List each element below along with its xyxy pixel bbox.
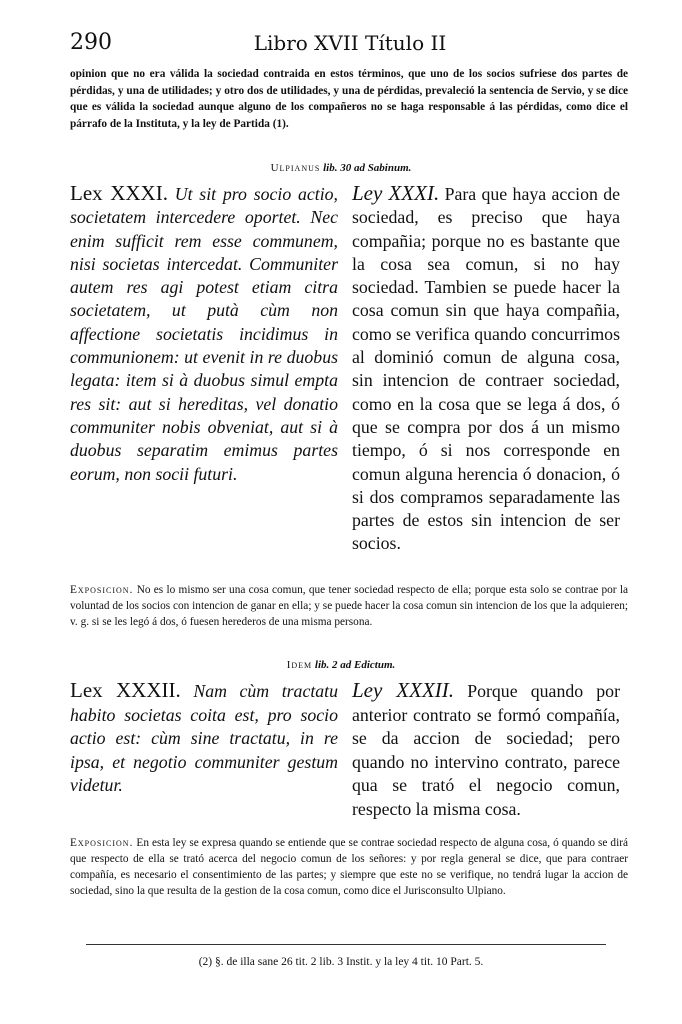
spanish-text-ley-31 bbox=[352, 182, 620, 556]
page-number: 290 bbox=[70, 30, 112, 55]
exposicion-2 bbox=[70, 835, 628, 899]
exposicion-label: Exposicion. bbox=[70, 584, 134, 596]
latin-text-lex-32 bbox=[70, 679, 338, 798]
lex-heading: Lex XXXII. bbox=[70, 678, 181, 702]
ley-heading: Ley XXXI. bbox=[352, 181, 440, 205]
latin-body: Nam cùm tractatu habito societas coita est, pro socio actio est: cùm sine tractatu, in re ipsa, et negotio communiter gestum videtur. bbox=[70, 681, 338, 795]
source-reference: lib. 2 ad Edictum. bbox=[314, 659, 396, 671]
latin-body: Ut sit pro socio actio, societatem intercedere oportet. Nec enim sufficit rem esse communem, nisi societas intercedat. Communiter autem res agi potest etiam citra societatem, ut putà cùm non affectione societatis incidimus in communionem: ut evenit in re duobus legata: item si à duobus simul empta res sit: aut si hereditas, vel donatio communiter nobis obveniat, aut si à duobus separatim emimus partes eorum, non socii futuri. bbox=[70, 184, 338, 484]
exposicion-body: En esta ley se expresa quando se entiende que se contrae sociedad respecto de alguna cosa, ó quando se dirá que respecto de ella se trató acerca del negocio comun de los señores: y por regla general se dice, que para contraer compañía, es necesario el consentimiento de las partes; y siempre que este no se verifique, no tendrá lugar la accion de sociedad, sino la que resulta de la gestion de la cosa comun, como dice el Jurisconsulto Ulpiano. bbox=[70, 837, 628, 897]
intro-paragraph: opinion que no era válida la sociedad contraida en estos términos, que uno de los socios sufriese dos partes de pérdidas, y una de utilidades; y otro dos de utilidades, y una de pérdidas, prevaleció la sentencia de Servio, y se dice que es válida la sociedad aunque alguno de los compañeros no se haga responsable á las pérdidas, como dice el párrafo de la Instituta, y la ley de Partida (1). bbox=[70, 68, 628, 130]
page-header bbox=[70, 30, 630, 60]
spanish-body: Porque quando por anterior contrato se formó compañía, se da accion de sociedad; pero quando no intervino contrato, parece qua se trató el negocio comun, respecto la misma cosa. bbox=[352, 681, 620, 819]
source-reference: lib. 30 ad Sabinum. bbox=[323, 162, 412, 174]
spanish-body: Para que haya accion de sociedad, es preciso que haya compañia; porque no es bastante que la cosa sea comun, si no hay sociedad. Tambien se puede hacer la cosa comun sin que haya compañia, como se verifica quando concurrimos al dominió comun de alguna cosa, sin intencion de contraer sociedad, como en la cosa que se lega á dos, ó que se compra por dos á un mismo tiempo, ó si nos corresponde en comun alguna herencia ó donacion, ó si dos compramos separadamente las partes de estos sin intencion de ser socios. bbox=[352, 184, 621, 554]
exposicion-1 bbox=[70, 582, 628, 630]
footnote-divider bbox=[86, 944, 606, 945]
source-name: Idem bbox=[286, 659, 313, 671]
source-heading-1 bbox=[0, 162, 682, 174]
latin-text-lex-31 bbox=[70, 182, 338, 486]
source-name: Ulpianus bbox=[270, 162, 321, 174]
source-heading-2 bbox=[0, 659, 682, 671]
lex-heading: Lex XXXI. bbox=[70, 181, 168, 205]
exposicion-label: Exposicion. bbox=[70, 837, 134, 849]
page-title: Libro XVII Título II bbox=[253, 31, 447, 55]
exposicion-body: No es lo mismo ser una cosa comun, que tener sociedad respecto de ella; porque esta solo se contrae por la voluntad de los socios con intencion de ganar en ella; y se puede hacer la cosa comun sin intencion de los que la adquieren; v. g. si se les legó á dos, ó fuesen herederos de una misma persona. bbox=[70, 584, 629, 628]
footnote: (2) §. de illa sane 26 tit. 2 lib. 3 Instit. y la ley 4 tit. 10 Part. 5. bbox=[198, 956, 484, 968]
spanish-text-ley-32 bbox=[352, 679, 620, 821]
ley-heading: Ley XXXII. bbox=[352, 678, 455, 702]
